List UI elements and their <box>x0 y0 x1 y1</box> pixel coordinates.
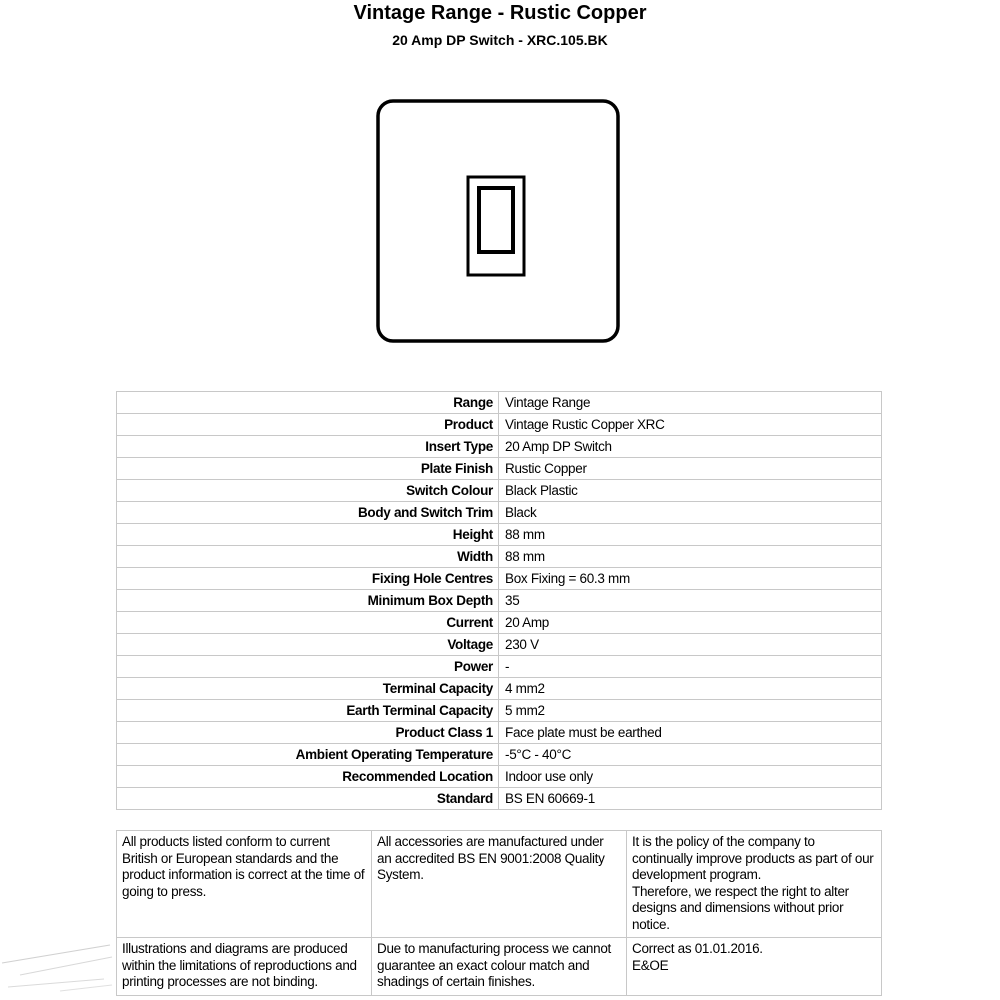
spec-label: Minimum Box Depth <box>117 590 499 612</box>
spec-value: Vintage Rustic Copper XRC <box>499 414 882 436</box>
spec-row <box>117 458 882 480</box>
page-subtitle: 20 Amp DP Switch - XRC.105.BK <box>392 32 608 48</box>
spec-label: Fixing Hole Centres <box>117 568 499 590</box>
spec-label: Plate Finish <box>117 458 499 480</box>
spec-label: Recommended Location <box>117 766 499 788</box>
spec-label: Terminal Capacity <box>117 678 499 700</box>
page-title: Vintage Range - Rustic Copper <box>353 2 647 24</box>
spec-value: Indoor use only <box>499 766 882 788</box>
spec-label: Current <box>117 612 499 634</box>
disclaimer-quality-system: All accessories are manufactured under an accredited BS EN 9001:2008 Quality System. <box>372 831 627 938</box>
spec-value: Rustic Copper <box>499 458 882 480</box>
spec-row <box>117 656 882 678</box>
spec-label: Width <box>117 546 499 568</box>
spec-row <box>117 436 882 458</box>
disclaimer-standards: All products listed conform to current British or European standards and the product information is correct at the time of going to press. <box>117 831 372 938</box>
spec-row <box>117 546 882 568</box>
spec-value: 230 V <box>499 634 882 656</box>
scan-scratch-marks <box>0 935 120 995</box>
spec-row <box>117 766 882 788</box>
spec-value: 35 <box>499 590 882 612</box>
disclaimer-date: Correct as 01.01.2016. E&OE <box>627 938 882 996</box>
spec-value: - <box>499 656 882 678</box>
spec-label: Earth Terminal Capacity <box>117 700 499 722</box>
spec-row <box>117 744 882 766</box>
disclaimer-policy: It is the policy of the company to continually improve products as part of our development program. Therefore, we respect the right to alter designs and dimensions without prior notice. <box>627 831 882 938</box>
disclaimer-colour-match: Due to manufacturing process we cannot guarantee an exact colour match and shadings of certain finishes. <box>372 938 627 996</box>
spec-label: Switch Colour <box>117 480 499 502</box>
spec-row <box>117 722 882 744</box>
disclaimer-illustrations: Illustrations and diagrams are produced within the limitations of reproductions and printing processes are not binding. <box>117 938 372 996</box>
spec-row <box>117 700 882 722</box>
spec-row <box>117 612 882 634</box>
spec-value: Vintage Range <box>499 392 882 414</box>
spec-row <box>117 502 882 524</box>
spec-value: 4 mm2 <box>499 678 882 700</box>
spec-label: Ambient Operating Temperature <box>117 744 499 766</box>
spec-label: Voltage <box>117 634 499 656</box>
spec-label: Power <box>117 656 499 678</box>
spec-row <box>117 568 882 590</box>
spec-row <box>117 634 882 656</box>
spec-row <box>117 392 882 414</box>
spec-label: Insert Type <box>117 436 499 458</box>
switch-plate-drawing <box>374 97 624 347</box>
spec-value: 88 mm <box>499 546 882 568</box>
face-plate-outline <box>378 101 618 341</box>
spec-label: Product Class 1 <box>117 722 499 744</box>
spec-row <box>117 480 882 502</box>
specification-table <box>116 391 882 810</box>
spec-row <box>117 788 882 810</box>
spec-value: Box Fixing = 60.3 mm <box>499 568 882 590</box>
spec-value: -5°C - 40°C <box>499 744 882 766</box>
disclaimer-table <box>116 830 882 996</box>
spec-value: 20 Amp <box>499 612 882 634</box>
rocker-outer-outline <box>468 177 524 275</box>
spec-label: Standard <box>117 788 499 810</box>
spec-row <box>117 590 882 612</box>
spec-label: Body and Switch Trim <box>117 502 499 524</box>
spec-value: Black <box>499 502 882 524</box>
spec-value: 5 mm2 <box>499 700 882 722</box>
spec-row <box>117 678 882 700</box>
spec-value: Black Plastic <box>499 480 882 502</box>
spec-value: 88 mm <box>499 524 882 546</box>
spec-label: Product <box>117 414 499 436</box>
spec-label: Range <box>117 392 499 414</box>
spec-value: 20 Amp DP Switch <box>499 436 882 458</box>
spec-value: BS EN 60669-1 <box>499 788 882 810</box>
spec-value: Face plate must be earthed <box>499 722 882 744</box>
rocker-inner-outline <box>479 188 513 252</box>
spec-row <box>117 524 882 546</box>
spec-label: Height <box>117 524 499 546</box>
spec-row <box>117 414 882 436</box>
